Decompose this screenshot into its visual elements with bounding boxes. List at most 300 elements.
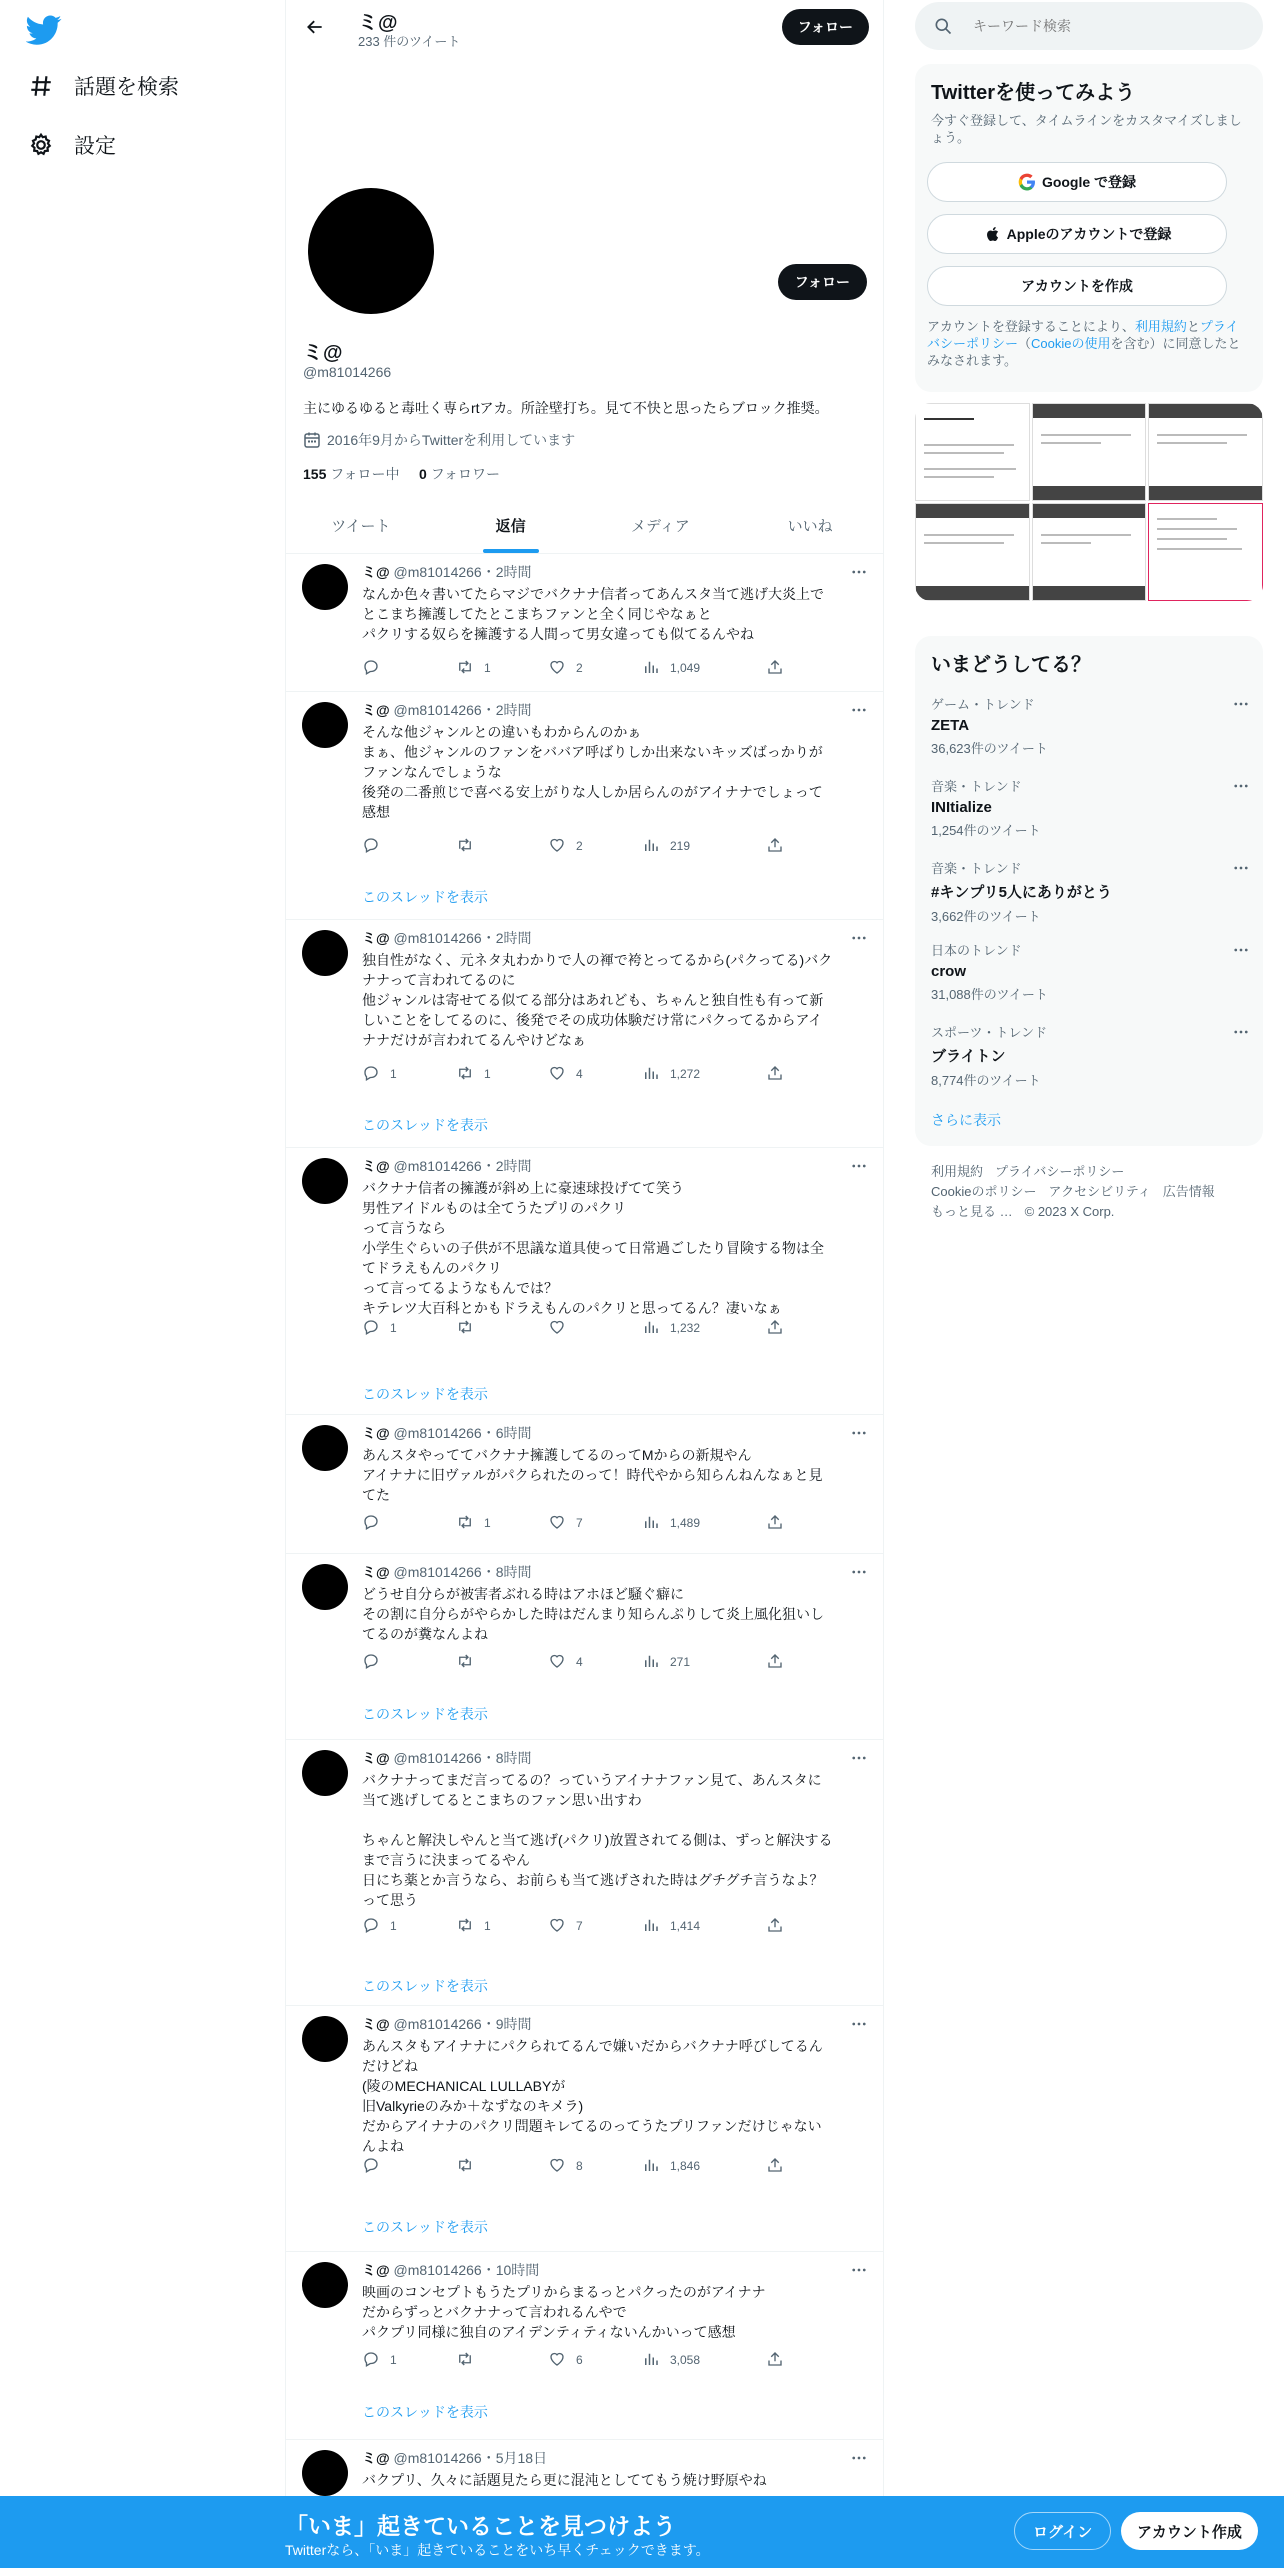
tweet-text: バクプリ、久々に話題見たら更に混沌としててもう焼け野原やね [362,2472,767,2488]
tweet-author-name[interactable]: ミ@ [362,2016,390,2032]
share-icon [766,1916,794,1937]
tweet-actions [362,1916,802,1936]
tweet-author-handle[interactable]: @m81014266 [393,1564,482,1580]
views-button[interactable] [642,2156,766,2176]
profile-bio: 主にゆるゆると毒吐く専らrtアカ。所詮壁打ち。見て不快と思ったらブロック推奨。 [303,400,829,416]
profile-joined [303,430,575,450]
views-icon [642,836,670,857]
trends-show-more-link[interactable]: さらに表示 [931,1112,1001,1128]
trend-item[interactable] [931,858,1251,925]
bottom-signup-bar [0,2496,1284,2568]
more-options-icon[interactable] [849,928,869,948]
tweet-header [362,1423,532,1443]
retweet-icon [456,1064,484,1085]
bottom-bar-title: 「いま」起きていることを見つけよう [285,2513,676,2539]
retweet-icon [456,1652,484,1673]
tweet-author-handle[interactable]: @m81014266 [393,1750,482,1766]
trend-tweet-count: 8,774件のツイート [931,1073,1041,1088]
tweet-separator: ・ [481,2450,496,2466]
tweet[interactable] [286,692,884,920]
tweet-separator: ・ [481,1158,496,1174]
trend-item[interactable] [931,776,1251,839]
like-icon [548,836,576,857]
tweet-text: あんスタもアイナナにパクられてるんで嫌いだからバクナナ呼びしてるん だけどね (陵のMECHANICAL LULLABYが 旧Valkyrieのみか＋なずなのキメラ) だからアイナナのパクリ問題キレてるのってうたプリファンだけじゃない んよね [362,2038,823,2154]
share-button[interactable] [766,1916,796,1936]
tweet-time[interactable]: 8時間 [495,1564,532,1580]
terms-of-service-link[interactable]: 利用規約 [1134,319,1187,334]
reply-count: 1 [390,1919,397,1933]
reply-button[interactable] [362,1652,456,1672]
tweet-avatar[interactable] [302,2450,348,2496]
reply-count: 1 [390,1067,397,1081]
signup-subtitle: 今すぐ登録して、タイムラインをカスタマイズしましょう。 [931,113,1242,145]
media-thumbnail[interactable] [915,403,1030,501]
more-options-icon[interactable] [1231,940,1251,960]
like-button[interactable] [548,2350,642,2370]
retweet-button[interactable] [456,2350,548,2370]
views-button[interactable] [642,658,766,678]
retweet-icon [456,1318,484,1339]
tweet-actions [362,1652,802,1672]
tweet-author-name[interactable]: ミ@ [362,702,390,718]
profile-banner [286,54,884,184]
footer-link[interactable]: 利用規約 [931,1164,984,1179]
tweet-author-handle[interactable]: @m81014266 [393,2262,482,2278]
tweet-author-handle[interactable]: @m81014266 [393,2450,482,2466]
like-button[interactable] [548,1064,642,1084]
retweet-button[interactable] [456,2156,548,2176]
tweet-time[interactable]: 2時間 [495,930,532,946]
retweet-button[interactable] [456,1513,548,1533]
more-options-icon[interactable] [849,2260,869,2280]
tweet-header [362,2014,532,2034]
signup-title: Twitterを使ってみよう [931,82,1136,104]
views-button[interactable] [642,1916,766,1936]
tweet-separator: ・ [481,2262,496,2278]
views-icon [642,1916,670,1937]
footer-link[interactable]: もっと見る … [931,1204,1013,1219]
tweet-header [362,2260,539,2280]
trends-title: いまどうしてる？ [931,654,1091,676]
like-button[interactable] [548,1652,642,1672]
trend-item[interactable] [931,940,1251,1003]
like-icon [548,2350,576,2371]
share-button[interactable] [766,1064,796,1084]
share-button[interactable] [766,1652,796,1672]
tweet-time[interactable]: 10時間 [495,2262,540,2278]
gear-icon [26,130,56,160]
show-thread-link[interactable]: このスレッドを表示 [362,1978,488,1994]
tweet-time[interactable]: 9時間 [495,2016,532,2032]
google-logo-icon [1018,173,1036,191]
twitter-bird-icon[interactable] [26,12,62,48]
views-count: 1,489 [670,1516,701,1530]
search-input[interactable] [973,18,1233,34]
back-arrow-icon[interactable] [300,12,330,42]
tweet-header [362,562,532,582]
like-count: 4 [576,1655,583,1669]
reply-button[interactable] [362,2156,456,2176]
google-signup-button[interactable] [927,162,1227,202]
reply-button[interactable] [362,658,456,678]
tweet-separator: ・ [481,930,496,946]
header-follow-button[interactable]: フォロー [782,9,869,45]
media-thumbnail[interactable] [915,503,1030,601]
trend-item[interactable] [931,694,1251,757]
views-button[interactable] [642,1318,766,1338]
tweet-avatar[interactable] [302,2262,348,2308]
retweet-icon [456,1513,484,1534]
footer-link[interactable]: 広告情報 [1162,1184,1215,1199]
profile-follow-counts [303,464,500,484]
tweet-author-name[interactable]: ミ@ [362,1158,390,1174]
login-button[interactable]: ログイン [1014,2512,1111,2550]
header-name: ミ@ [358,12,398,34]
tweet-separator: ・ [481,1425,496,1441]
share-icon [766,1064,794,1085]
more-options-icon[interactable] [1231,858,1251,878]
tweet[interactable] [286,2006,884,2252]
tweet-actions [362,1318,802,1338]
share-icon [766,2156,794,2177]
show-thread-link[interactable]: このスレッドを表示 [362,1706,488,1722]
views-icon [642,658,670,679]
like-count: 6 [576,2353,583,2367]
views-count: 1,414 [670,1919,701,1933]
tweet[interactable] [286,1415,884,1554]
tweet-author-handle[interactable]: @m81014266 [393,564,482,580]
like-count: 2 [576,661,583,675]
trend-category: ゲーム・トレンド [931,697,1035,712]
copyright: © 2023 X Corp. [1024,1204,1115,1219]
reply-button[interactable] [362,1318,456,1338]
views-icon [642,1064,670,1085]
more-options-icon[interactable] [1231,1022,1251,1042]
trends-card [915,636,1263,1146]
views-count: 1,272 [670,1067,701,1081]
profile-handle: @m81014266 [303,364,392,380]
trend-category: 音楽・トレンド [931,861,1022,876]
tweet-avatar[interactable] [302,1750,348,1796]
retweet-button[interactable] [456,1064,548,1084]
tweet-separator: ・ [481,2016,496,2032]
tweet[interactable] [286,1148,884,1415]
footer-links [931,1162,1251,1222]
more-options-icon[interactable] [849,1156,869,1176]
share-icon [766,1318,794,1339]
views-icon [642,2350,670,2371]
create-account-button[interactable] [927,266,1227,306]
share-icon [766,836,794,857]
more-options-icon[interactable] [849,1423,869,1443]
show-thread-link[interactable]: このスレッドを表示 [362,2404,488,2420]
terms-paren-open: （ [1018,336,1032,351]
tweet-separator: ・ [481,1750,496,1766]
reply-button[interactable] [362,836,456,856]
share-button[interactable] [766,836,796,856]
follow-button[interactable]: フォロー [778,264,867,300]
views-button[interactable] [642,1652,766,1672]
apple-signup-button[interactable] [927,214,1227,254]
footer-link[interactable]: プライバシーポリシー [995,1164,1125,1179]
more-options-icon[interactable] [849,2448,869,2468]
calendar-icon [303,431,321,449]
views-icon [642,2156,670,2177]
like-button[interactable] [548,1513,642,1533]
reply-button[interactable] [362,1513,456,1533]
tweet[interactable] [286,920,884,1148]
share-button[interactable] [766,658,796,678]
more-options-icon[interactable] [1231,776,1251,796]
like-button[interactable] [548,836,642,856]
terms-prefix: アカウントを登録することにより、 [927,319,1135,334]
tweet-header [362,1156,532,1176]
retweet-icon [456,658,484,679]
reply-icon [362,836,390,857]
tweet-header [362,1562,532,1582]
tweet-author-handle[interactable]: @m81014266 [393,930,482,946]
tweet-avatar[interactable] [302,1425,348,1471]
signup-card [915,64,1263,392]
tweet-author-name[interactable]: ミ@ [362,1425,390,1441]
media-thumbnail[interactable] [1148,503,1263,601]
trend-tweet-count: 36,623件のツイート [931,741,1048,756]
tweet-time[interactable]: 6時間 [495,1425,532,1441]
retweet-button[interactable] [456,1916,548,1936]
reply-icon [362,2350,390,2371]
tab-tweets[interactable]: ツイート [331,518,391,535]
nav-settings-label: 設定 [74,135,116,158]
create-account-label: アカウントを作成 [1021,278,1133,294]
hashtag-icon [26,71,56,101]
tweet-actions [362,2350,802,2370]
tweet-text: そんな他ジャンルとの違いもわからんのかぁ まぁ、他ジャンルのファンをババア呼ばりしか出来ないキッズばっかりが ファンなんでしょうな 後発の二番煎じで喜べる安上がりな人しか居らんのがアイナナでしょって 感想 [362,724,823,820]
show-thread-link[interactable]: このスレッドを表示 [362,1386,488,1402]
like-icon [548,1064,576,1085]
following-link[interactable] [303,466,400,482]
tweet-author-name[interactable]: ミ@ [362,2450,390,2466]
more-options-icon[interactable] [849,700,869,720]
tweet-actions [362,1513,802,1533]
trend-tweet-count: 31,088件のツイート [931,987,1048,1002]
tweet-author-handle[interactable]: @m81014266 [393,1158,482,1174]
reply-button[interactable] [362,1064,456,1084]
tweet-actions [362,2156,802,2176]
retweet-button[interactable] [456,658,548,678]
tab-replies[interactable]: 返信 [436,498,586,553]
share-button[interactable] [766,1513,796,1533]
tweet-author-name[interactable]: ミ@ [362,564,390,580]
retweet-button[interactable] [456,836,548,856]
tab-media[interactable]: メディア [630,518,690,535]
reply-count: 1 [390,2353,397,2367]
privacy-policy-link[interactable]: プライバシーポリシー [927,319,1239,351]
main-column [285,0,884,2568]
signup-terms [927,318,1249,369]
retweet-icon [456,2350,484,2371]
search-box[interactable] [915,2,1263,50]
views-count: 271 [670,1655,691,1669]
show-thread-link[interactable]: このスレッドを表示 [362,2219,488,2235]
tweet-time[interactable]: 8時間 [495,1750,532,1766]
tweet-actions [362,1064,802,1084]
profile-tabs [286,498,884,554]
tweet-author-handle[interactable]: @m81014266 [393,702,482,718]
retweet-count: 1 [484,1516,491,1530]
tweet-text: あんスタやっててバクナナ擁護してるのってMからの新規やん アイナナに旧ヴァルがパクられたのって！時代やから知らんねんなぁと見 てた [362,1447,823,1503]
tweet[interactable] [286,2252,884,2440]
trend-tweet-count: 3,662件のツイート [931,909,1041,924]
more-options-icon[interactable] [849,562,869,582]
bottom-bar-subtitle: Twitterなら、「いま」起きていることをいち早くチェックできます。 [285,2542,710,2558]
nav-settings[interactable] [26,121,116,169]
tweet-separator: ・ [481,564,496,580]
reply-icon [362,1513,390,1534]
reply-icon [362,1916,390,1937]
views-button[interactable] [642,836,766,856]
nav-explore-label: 話題を検索 [74,76,179,99]
footer-link[interactable]: Cookieのポリシー [931,1184,1037,1199]
views-count: 1,232 [670,1321,701,1335]
views-count: 219 [670,839,691,853]
tweet[interactable] [286,1554,884,1740]
like-icon [548,1318,576,1339]
google-signup-label: Google で登録 [1041,174,1137,190]
like-button[interactable] [548,2156,642,2176]
tweet-author-name[interactable]: ミ@ [362,930,390,946]
reply-count: 1 [390,1321,397,1335]
tweet[interactable] [286,1740,884,2006]
tweet-text: 映画のコンセプトもうたプリからまるっとパクったのがアイナナ だからずっとバクナナって言われるんやで パクプリ同様に独自のアイデンティティないんかいって感想 [362,2284,766,2340]
tweet-avatar[interactable] [302,1158,348,1204]
more-options-icon[interactable] [1231,694,1251,714]
like-count: 7 [576,1919,583,1933]
media-thumbnail[interactable] [1032,503,1147,601]
tweet-header [362,700,532,720]
tweet-time[interactable]: 5月18日 [495,2450,548,2466]
profile-name: ミ@ [303,342,343,364]
tweet-author-handle[interactable]: @m81014266 [393,2016,482,2032]
trend-item[interactable] [931,1022,1251,1089]
tweet-header [362,1748,532,1768]
more-options-icon[interactable] [849,1748,869,1768]
like-count: 4 [576,1067,583,1081]
tweet-author-name[interactable]: ミ@ [362,1750,390,1766]
like-icon [548,2156,576,2177]
nav-explore[interactable] [26,62,179,110]
views-button[interactable] [642,1064,766,1084]
tweet-avatar[interactable] [302,1564,348,1610]
header-tweet-count: 233 件のツイート [358,34,461,49]
media-thumbnail[interactable] [1148,403,1263,501]
reply-button[interactable] [362,1916,456,1936]
share-button[interactable] [766,2350,796,2370]
trend-category: 音楽・トレンド [931,779,1022,794]
views-count: 1,846 [670,2159,701,2173]
tweet-avatar[interactable] [302,930,348,976]
like-count: 7 [576,1516,583,1530]
retweet-button[interactable] [456,1318,548,1338]
like-button[interactable] [548,658,642,678]
more-options-icon[interactable] [849,1562,869,1582]
tweet-time[interactable]: 2時間 [495,1158,532,1174]
tweet-avatar[interactable] [302,702,348,748]
cookie-use-link[interactable]: Cookieの使用 [1031,336,1111,351]
apple-signup-label: Appleのアカウントで登録 [1006,226,1172,242]
terms-and: と [1186,319,1200,334]
trend-name: #キンプリ5人にありがとう [931,884,1112,901]
tweet-actions [362,836,802,856]
tweet-author-name[interactable]: ミ@ [362,2262,390,2278]
tweet-actions [362,658,802,678]
share-icon [766,1513,794,1534]
share-button[interactable] [766,1318,796,1338]
like-button[interactable] [548,1318,642,1338]
trend-category: スポーツ・トレンド [931,1025,1048,1040]
like-count: 8 [576,2159,583,2173]
profile-joined-text: 2016年9月からTwitterを利用しています [327,432,576,448]
reply-icon [362,658,390,679]
tweet-time[interactable]: 2時間 [495,702,532,718]
tweet-text: 独自性がなく、元ネタ丸わかりで人の褌で袴とってるから(パクってる)バク ナナって言われてるのに 他ジャンルは寄せてる似てる部分はあれども、ちゃんと独自性も有って新 しいことをしてるのに、後発でその成功体験だけ常にパクってるからアイ ナナだけが言われてるんやけどなぁ [362,952,833,1048]
terms-suffix: を含む）に同意したとみなされます。 [927,336,1241,368]
profile-avatar[interactable] [304,184,438,318]
views-icon [642,1318,670,1339]
trend-name: INItialize [931,799,992,816]
like-icon [548,658,576,679]
tweet-avatar[interactable] [302,2016,348,2062]
tweet-text: バクナナ信者の擁護が斜め上に豪速球投げてて笑う 男性アイドルものは全てうたプリのパクリ って言うなら 小学生ぐらいの子供が不思議な道具使って日常過ごしたり冒険する物は全 てドラえもんのパクリ って言ってるようなもんでは？ キテレツ大百科とかもドラえもんのパクリと思ってるん？凄いなぁ [362,1180,824,1316]
trend-tweet-count: 1,254件のツイート [931,823,1041,838]
like-icon [548,1652,576,1673]
left-nav [0,0,285,2568]
views-button[interactable] [642,2350,766,2370]
like-icon [548,1513,576,1534]
followers-count: 0 [419,466,427,482]
tweet-avatar[interactable] [302,564,348,610]
retweet-count: 1 [484,1067,491,1081]
share-button[interactable] [766,2156,796,2176]
followers-link[interactable] [419,466,500,482]
retweet-button[interactable] [456,1652,548,1672]
more-options-icon[interactable] [849,2014,869,2034]
tab-likes[interactable]: いいね [787,518,833,535]
tweet-time[interactable]: 2時間 [495,564,532,580]
tweet-header [362,2448,547,2468]
show-thread-link[interactable]: このスレッドを表示 [362,889,488,905]
reply-button[interactable] [362,2350,456,2370]
reply-icon [362,1318,390,1339]
tweet-separator: ・ [481,1564,496,1580]
views-count: 3,058 [670,2353,701,2367]
like-button[interactable] [548,1916,642,1936]
footer-link[interactable]: アクセシビリティ [1048,1184,1151,1199]
apple-logo-icon [983,225,1001,243]
like-icon [548,1916,576,1937]
views-icon [642,1513,670,1534]
search-icon [933,16,953,36]
tweet-separator: ・ [481,702,496,718]
tweet-author-name[interactable]: ミ@ [362,1564,390,1580]
show-thread-link[interactable]: このスレッドを表示 [362,1117,488,1133]
views-button[interactable] [642,1513,766,1533]
retweet-icon [456,836,484,857]
tweet[interactable] [286,554,884,692]
media-thumbnail[interactable] [1032,403,1147,501]
signup-button[interactable]: アカウント作成 [1121,2512,1258,2550]
tweet-author-handle[interactable]: @m81014266 [393,1425,482,1441]
tweet-text: バクナナってまだ言ってるの？っていうアイナナファン見て、あんスタに 当て逃げしてるとこまちのファン思い出すわ ちゃんと解決しやんと当て逃げ(パクリ)放置されてる側は、ずっと解決する まで言うに決まってるやん 日にち薬とか言うなら、お前らも当て逃げされた時はグチグチ言うなよ？ って思う [362,1772,833,1908]
